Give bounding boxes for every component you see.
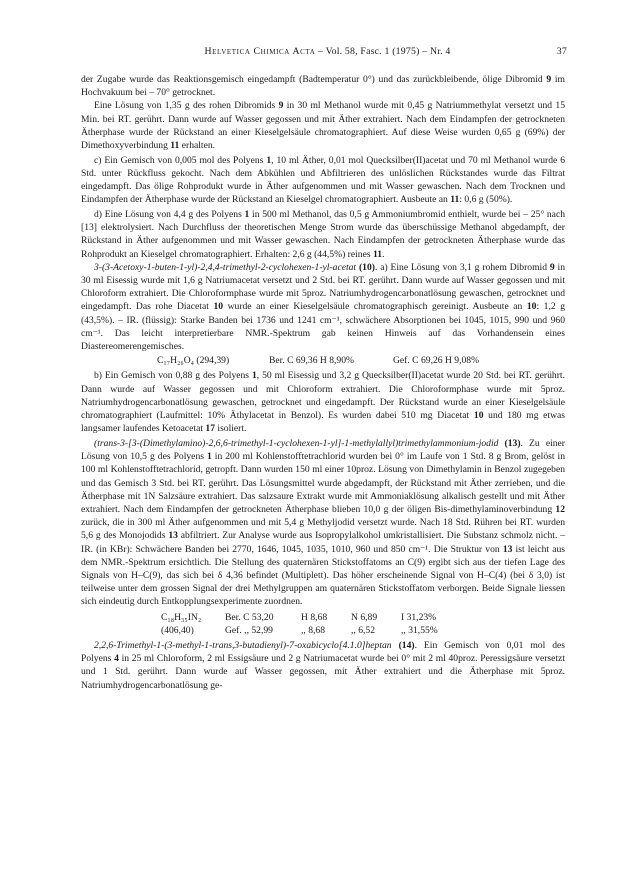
compound-ref: 10 xyxy=(213,301,224,313)
article-body xyxy=(81,73,565,692)
compound-ref: 9 xyxy=(546,74,552,85)
compound-ref: 11 xyxy=(450,194,460,206)
journal-name: Helvetica Chimica Acta xyxy=(204,46,316,57)
compound-title: 2,2,6-Trimethyl-1-(3-methyl-1-trans,3-butadienyl)-7-oxabicyclo[4.1.0]heptan xyxy=(94,640,392,652)
paragraph: (trans-3-[3-(Dimethylamino)-2,6,6-trimethyl-1-cyclohexen-1-yl]-1-methylallyl)trimethylammonium-jodid (13). Zu einer Lösung von 10,5 g des Polyens 1 in 200 ml Kohlenstofftetrachlorid wurden bei 0° im Laufe von 1 Std. 8 g Brom, gelöst in 100 ml Kohlenstofftetrachlorid, getropft. Dann wurden 150 ml einer 10proz. Lösung von Dimethylamin in Benzol zugegeben und das Gemisch 3 Std. bei RT. gerührt. Das Lösungsmittel wurde abgedampft, der Rückstand mit Äther zerrieben, und die Ätherphase mit 1N Salzsäure extrahiert. Das salzsaure Extrakt wurde mit Ammoniaklösung alkalisch gestellt und mit Äther extrahiert. Nach dem Eindampfen der getrockneten Ätherphase blieben 10,0 g der öligen Bis-dimethylaminoverbindung 12 zurück, die in 300 ml Äther aufgenommen und mit 5,4 g Methyljodid versetzt wurde. Nach 18 Std. Rühren bei RT. wurden 5,6 g des Monojodids 13 abfiltriert. Zur Analyse wurde aus Isopropylalkohol umkristallisiert. Die Substanz schmolz nicht. – IR. (in KBr): Schwächere Banden bei 2770, 1646, 1045, 1035, 1010, 960 und 850 cm⁻¹. Die Struktur von 13 ist leicht aus dem NMR.-Spektrum ersichtlich. Die Stellung des quaternären Stickstoffatoms an C(9) ergibt sich aus der tiefen Lage des Signals von H–C(9), das sich bei δ 4,36 befindet (Multiplett). Das höher erscheinende Signal von H–C(4) (bei δ 3,0) ist teilweise unter dem grossen Signal der drei Methylgruppen am quaternären Stickstoffatom verborgen. Beide Signale liessen sich eindeutig durch Entkopplungsexperimente zuordnen. xyxy=(81,437,565,608)
compound-ref: (14) xyxy=(398,640,415,652)
analysis-calculated: Ber. C 69,36 H 8,90% xyxy=(269,355,355,367)
elemental-analysis xyxy=(81,354,565,367)
compound-ref: 1 xyxy=(244,209,250,221)
compound-ref: 13 xyxy=(502,543,513,555)
analysis-row-calculated: C₁₈H₃₅IN₂ Ber. C 53,20 H 8,68 N 6,89 I 31,23% xyxy=(161,611,437,623)
compound-ref: (10) xyxy=(358,261,375,273)
compound-ref: 1 xyxy=(251,370,257,382)
compound-ref: 9 xyxy=(549,261,555,273)
page-number: 37 xyxy=(556,46,567,57)
compound-title: (trans-3-[3-(Dimethylamino)-2,6,6-trimethyl-1-cyclohexen-1-yl]-1-methylallyl)trimethylammonium-jodid xyxy=(94,437,499,449)
compound-ref: 17 xyxy=(205,423,215,435)
analysis-found: Gef. C 69,26 H 9,08% xyxy=(393,355,480,367)
compound-ref: (13) xyxy=(504,437,521,449)
compound-title: 3-(3-Acetoxy-1-buten-1-yl)-2,4,4-trimethyl-2-cyclohexen-1-yl-acetat xyxy=(94,261,357,273)
compound-ref: 12 xyxy=(555,504,565,515)
journal-citation xyxy=(88,46,567,57)
paragraph: d) Eine Lösung von 4,4 g des Polyens 1 in 500 ml Methanol, das 0,5 g Ammoniumbromid enthielt, wurde bei – 25° nach [13] elektrolysiert. Nach Durchfluss der theoretischen Menge Strom wurde das überschüssige Methanol abgedampft, der Rückstand in Äther aufgenommen und mit Wasser gewaschen. Nach Eindampfen der getrockneten Ätherphase wurde das Rohprodukt an Kieselgel chromatographiert. Erhalten: 2,6 g (44,5%) reines 11. xyxy=(81,209,565,260)
running-header xyxy=(88,46,567,60)
analysis-row-found: (406,40) Gef. ,, 52,99 ,, 8,68 ,, 6,52 ,, 31,55% xyxy=(161,624,438,636)
compound-ref: 9 xyxy=(278,100,284,112)
compound-ref: 13 xyxy=(168,530,178,542)
paragraph: Eine Lösung von 1,35 g des rohen Dibromids 9 in 30 ml Methanol wurde mit 0,45 g Natriummethylat versetzt und 15 Min. bei RT. gerührt. Dann wurde auf Wasser gegossen und mit Äther extrahiert. Nach dem Eindampfen der getrockneten Ätherphase wurde der Rückstand an einer Kieselgelsäule chromatographiert. Auf diese Weise wurden 0,65 g (69%) der Dimethoxyverbindung 11 erhalten. xyxy=(81,100,565,152)
compound-ref: 10 xyxy=(526,301,537,313)
paragraph: c) Ein Gemisch von 0,005 mol des Polyens 1, 10 ml Äther, 0,01 mol Quecksilber(II)acetat und 70 ml Methanol wurde 6 Std. unter Rückfluss gekocht. Nach dem Abkühlen und Abfiltrieren des unlöslichen Rückstandes wurde das Filtrat eingedampft. Das ölige Rohprodukt wurde in Äther aufgenommen und mit Wasser gewaschen. Nach dem Trocknen und Eindampfen der Ätherphase wurde der Rückstand an Kieselgel chromatographiert. Ausbeute an 11: 0,6 g (50%). xyxy=(81,154,566,206)
compound-ref: 4 xyxy=(114,653,119,665)
journal-volume: – Vol. 58, Fasc. 1 (1975) – Nr. 4 xyxy=(315,46,451,57)
paragraph: der Zugabe wurde das Reaktionsgemisch eingedampft (Badtemperatur 0°) und das zurückbleibende, ölige Dibromid 9 im Hochvakuum bei – 70° getrocknet. xyxy=(81,74,565,99)
paragraph: 2,2,6-Trimethyl-1-(3-methyl-1-trans,3-butadienyl)-7-oxabicyclo[4.1.0]heptan (14). Ein Gemisch von 0,01 mol des Polyens 4 in 25 ml Chloroform, 2 ml Essigsäure und 2 g Natriumacetat wurde bei 0° mit 2 ml 40proz. Peressigsäure versetzt und 1 Std. gerührt. Dann wurde auf Wasser gegossen, mit Äther extrahiert und die Ätherphase mit 5proz. Natriumhydrogencarbonatlösung ge- xyxy=(81,640,566,691)
paragraph: 3-(3-Acetoxy-1-buten-1-yl)-2,4,4-trimethyl-2-cyclohexen-1-yl-acetat (10). a) Eine Lösung von 3,1 g rohem Dibromid 9 in 30 ml Eisessig wurde mit 1,6 g Natriumacetat versetzt und 2 Std. bei RT. gerührt. Dann wurde auf Wasser gegossen und mit Chloroform extrahiert. Die Chloroformphase wurde mit 5proz. Natriumhydrogencarbonatlösung gewaschen, getrocknet und eingedampft. Das rohe Diacetat 10 wurde an einer Kieselgelsäule chromatographisch gereinigt. Ausbeute an 10: 1,2 g (43,5%). – IR. (flüssig): Starke Banden bei 1736 und 1241 cm⁻¹, schwächere Absorptionen bei 1045, 1015, 990 und 960 cm⁻¹. Das leicht interpretierbare NMR.-Spektrum gab keinen Hinweis auf das Vorhandensein eines Diastereomerengemisches. xyxy=(81,261,565,353)
formula-name: C₁₇H₂₆O₄ (294,39) xyxy=(157,355,230,367)
compound-ref: 1 xyxy=(206,451,212,463)
elemental-analysis xyxy=(81,611,565,637)
compound-ref: 11 xyxy=(170,140,180,152)
compound-ref: 11 xyxy=(373,248,383,260)
compound-ref: 10 xyxy=(473,410,484,422)
compound-ref: 1 xyxy=(266,154,272,166)
paragraph: b) Ein Gemisch von 0,88 g des Polyens 1, 50 ml Eisessig und 3,2 g Quecksilber(II)acetat wurde 20 Std. bei RT. gerührt. Dann wurde auf Wasser gegossen und mit Chloroform extrahiert. Die Chloroformphase wurde mit 5proz. Natriumhydrogencarbonatlösung gewaschen, getrocknet und eingedampft. Der Rückstand wurde an einer Kieselgelsäule chromatographiert (Laufmittel: 10% Äthylacetat in Benzol). Es wurden dabei 510 mg Diacetat 10 und 180 mg etwas langsamer laufendes Ketoacetat 17 isoliert. xyxy=(81,370,565,435)
